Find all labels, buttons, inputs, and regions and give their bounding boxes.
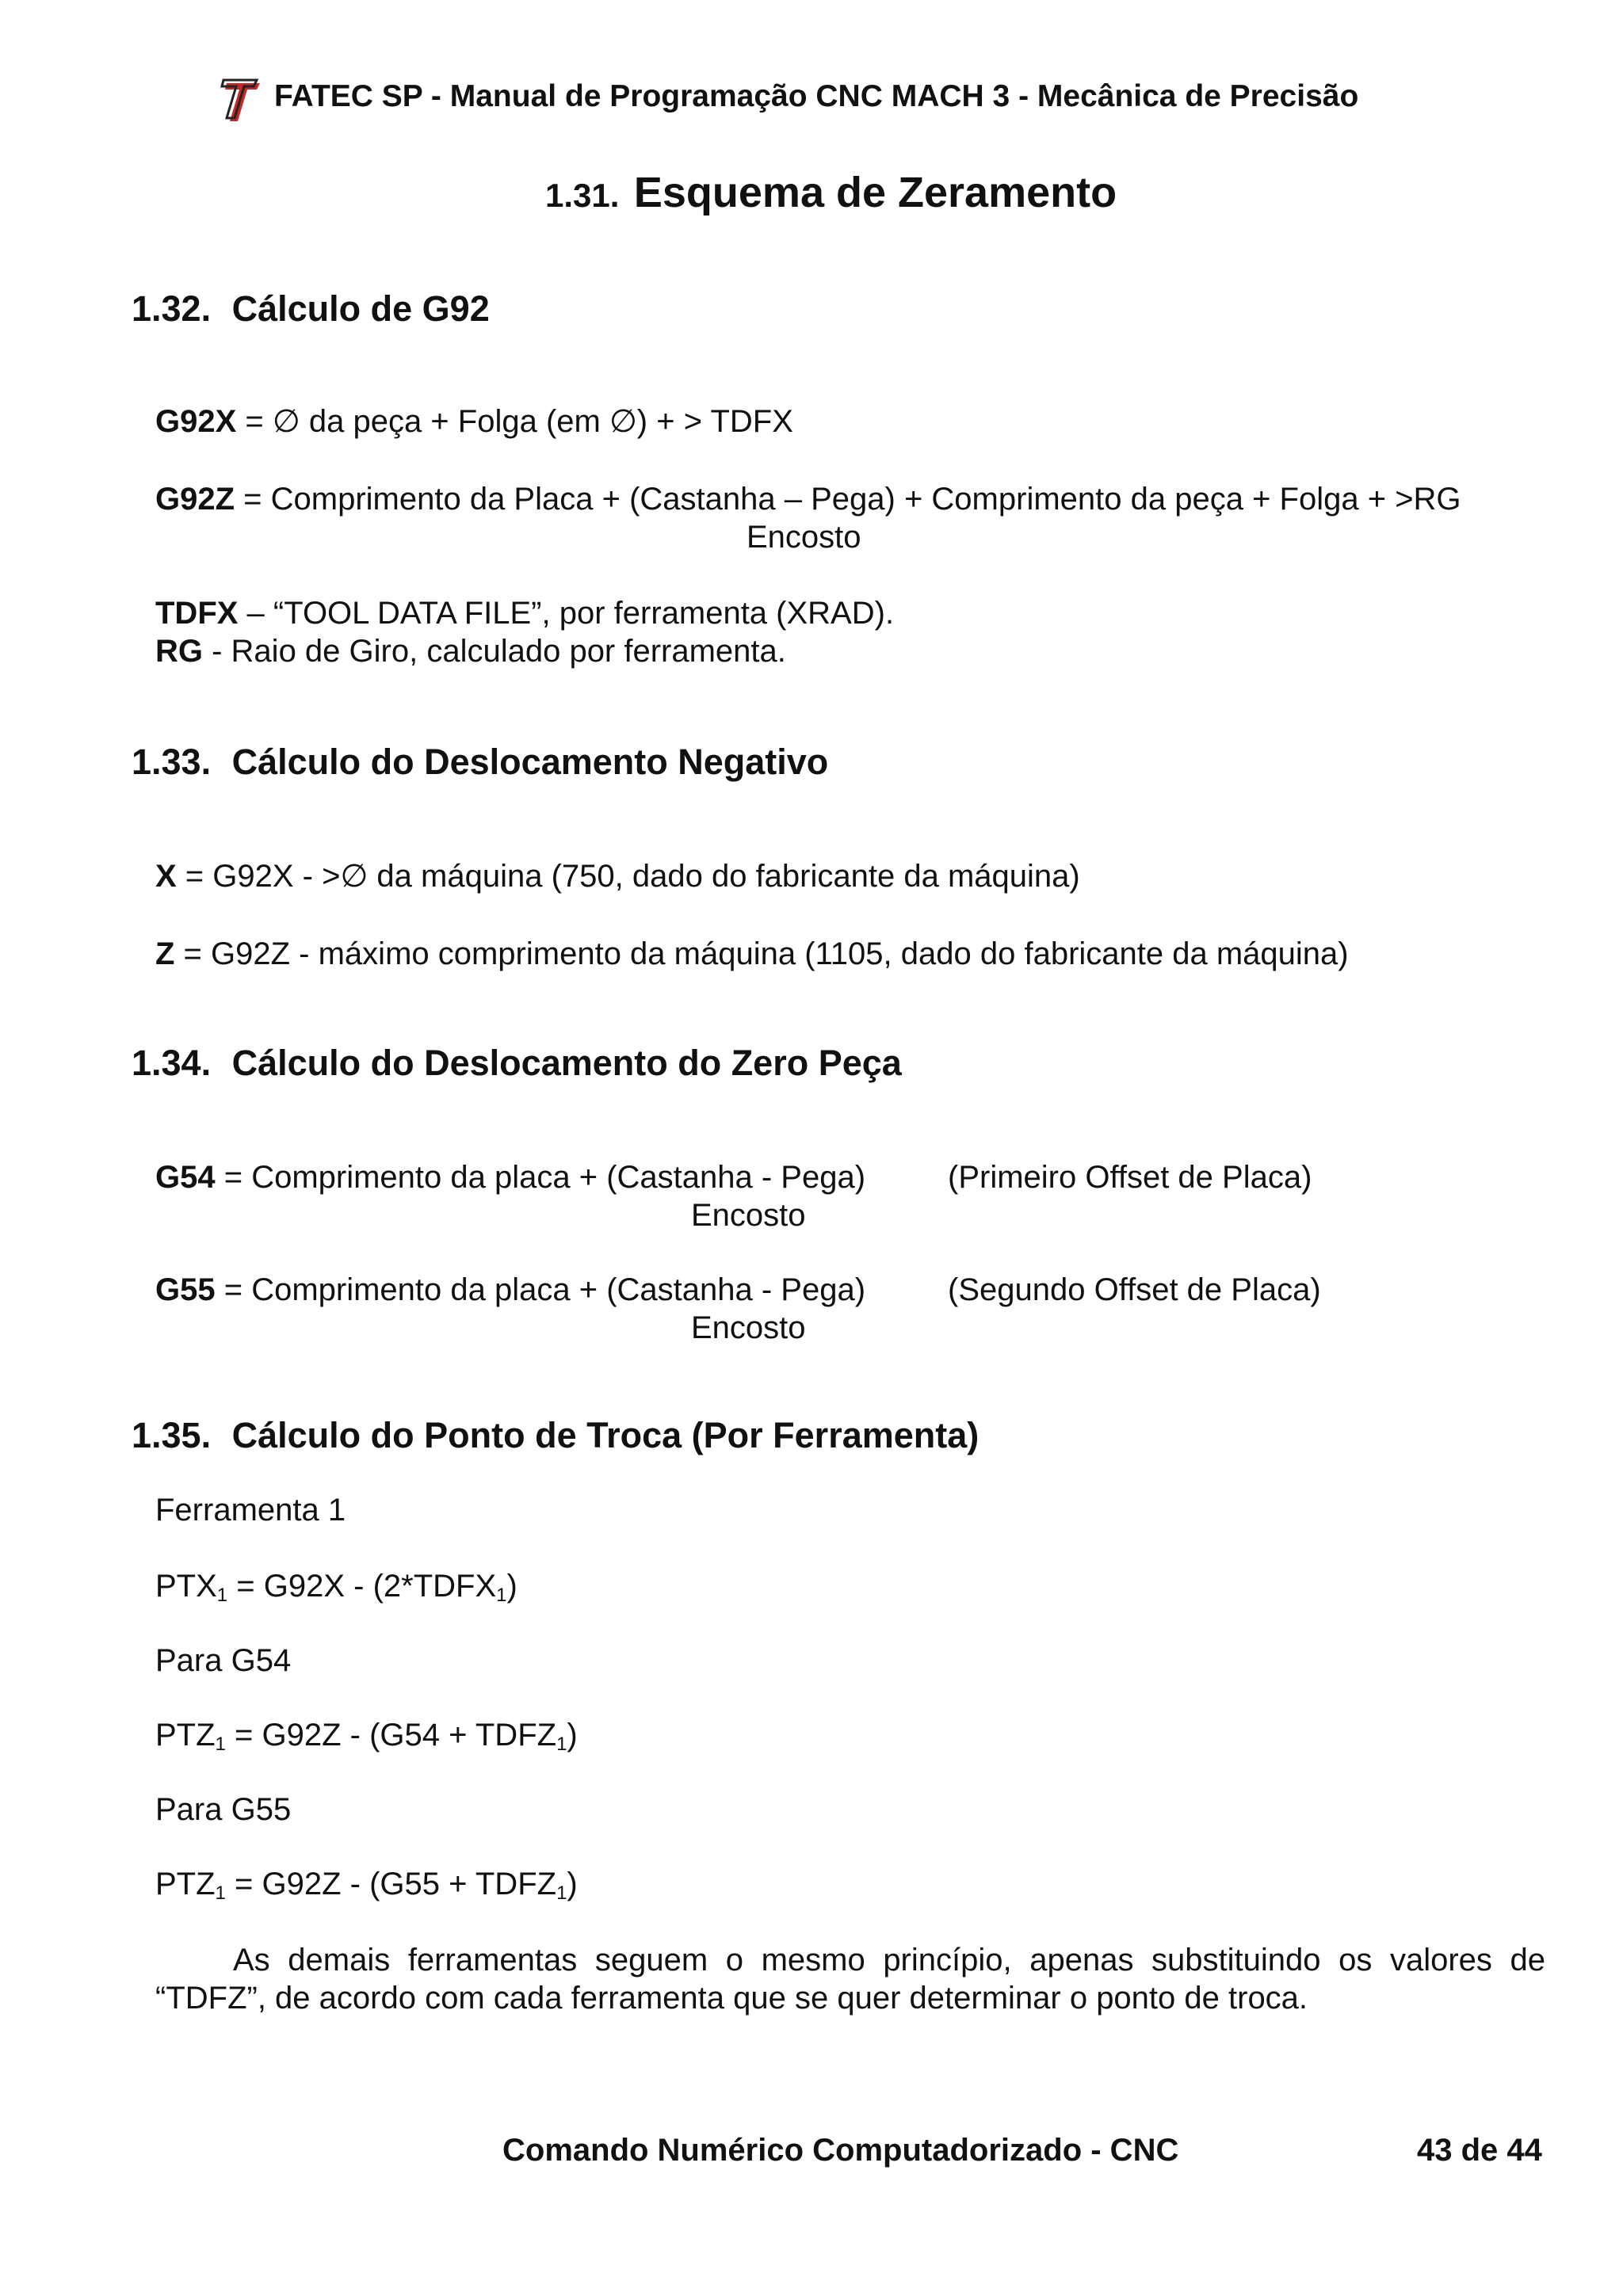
formula-part: PTZ	[155, 1867, 216, 1901]
definition-text: - Raio de Giro, calculado por ferramenta.	[203, 634, 786, 669]
formula-text: = Comprimento da placa + (Castanha - Pega)	[215, 1272, 866, 1307]
ptz-g54-formula	[155, 1716, 578, 1756]
formula-part: = G92Z - (G55 + TDFZ	[225, 1867, 557, 1901]
g55-note: (Segundo Offset de Placa)	[948, 1272, 1321, 1307]
section-1-32-heading	[132, 288, 490, 330]
z-formula	[155, 935, 1349, 973]
page-number: 43 de 44	[1417, 2133, 1542, 2168]
formula-text: = Comprimento da placa + (Castanha - Pega)	[215, 1160, 866, 1195]
para-g54-label: Para G54	[155, 1643, 292, 1678]
paragraph-line-2: “TDFZ”, de acordo com cada ferramenta que se quer determinar o ponto de troca.	[155, 1981, 1308, 2016]
g92z-formula	[155, 480, 1461, 518]
header-title: FATEC SP - Manual de Programação CNC MACH 3 - Mecânica de Precisão	[274, 79, 1359, 113]
section-1-35-heading	[132, 1415, 979, 1456]
tdfx-definition	[155, 594, 894, 632]
footer-title: Comando Numérico Computadorizado - CNC	[502, 2133, 1179, 2168]
definition-label: RG	[155, 634, 203, 669]
section-title: Cálculo de G92	[231, 288, 490, 329]
g92x-formula	[155, 402, 793, 441]
subscript: 1	[496, 1585, 507, 1606]
formula-text: = Comprimento da Placa + (Castanha – Pega) + Comprimento da peça + Folga + >RG	[235, 482, 1461, 517]
formula-label: G92Z	[155, 482, 235, 517]
subscript: 1	[215, 1882, 226, 1904]
x-formula	[155, 857, 1080, 895]
formula-part: PTX	[155, 1569, 217, 1604]
section-number: 1.31.	[545, 177, 620, 214]
tool-label: Ferramenta 1	[155, 1493, 346, 1527]
g92z-subscript-encosto: Encosto	[747, 520, 861, 555]
definition-text: – “TOOL DATA FILE”, por ferramenta (XRAD).	[238, 596, 895, 631]
section-title: Cálculo do Deslocamento Negativo	[231, 742, 829, 782]
section-number: 1.32.	[132, 288, 212, 329]
subscript: 1	[216, 1585, 228, 1606]
para-g55-label: Para G55	[155, 1792, 292, 1827]
g55-formula	[155, 1271, 865, 1309]
section-1-34-heading	[132, 1043, 902, 1084]
rg-definition	[155, 632, 786, 670]
subscript: 1	[215, 1733, 226, 1755]
formula-part: )	[506, 1569, 517, 1604]
section-title: Cálculo do Deslocamento do Zero Peça	[231, 1043, 902, 1083]
section-number: 1.34.	[132, 1043, 212, 1083]
definition-label: TDFX	[155, 596, 239, 631]
g55-subscript-encosto: Encosto	[691, 1310, 806, 1345]
formula-part: = G92Z - (G54 + TDFZ	[225, 1718, 557, 1753]
section-1-33-heading	[132, 742, 828, 783]
formula-part: = G92X - (2*TDFX	[227, 1569, 497, 1604]
formula-part: PTZ	[155, 1718, 216, 1753]
formula-label: G54	[155, 1160, 216, 1195]
g54-note: (Primeiro Offset de Placa)	[948, 1160, 1312, 1195]
formula-text: = ∅ da peça + Folga (em ∅) + > TDFX	[236, 404, 793, 439]
paragraph-line-1: As demais ferramentas seguem o mesmo princípio, apenas substituindo os valores de	[233, 1943, 1545, 1978]
formula-label: Z	[155, 936, 175, 971]
section-1-31-heading	[545, 168, 1117, 217]
formula-label: G92X	[155, 404, 237, 439]
formula-part: )	[567, 1867, 578, 1901]
ptx-formula	[155, 1567, 517, 1608]
section-title: Esquema de Zeramento	[633, 169, 1117, 216]
subscript: 1	[556, 1733, 567, 1755]
subscript: 1	[556, 1882, 567, 1904]
formula-text: = G92Z - máximo comprimento da máquina (1105, dado do fabricante da máquina)	[174, 936, 1349, 971]
formula-label: X	[155, 859, 177, 894]
g54-subscript-encosto: Encosto	[691, 1198, 806, 1233]
fatec-logo	[220, 75, 265, 124]
formula-label: G55	[155, 1272, 216, 1307]
section-title: Cálculo do Ponto de Troca (Por Ferramenta)	[231, 1415, 980, 1455]
g54-formula	[155, 1158, 865, 1196]
formula-part: )	[567, 1718, 578, 1753]
section-number: 1.35.	[132, 1415, 212, 1455]
section-number: 1.33.	[132, 742, 212, 782]
formula-text: = G92X - >∅ da máquina (750, dado do fabricante da máquina)	[176, 859, 1080, 894]
ptz-g55-formula	[155, 1865, 578, 1905]
